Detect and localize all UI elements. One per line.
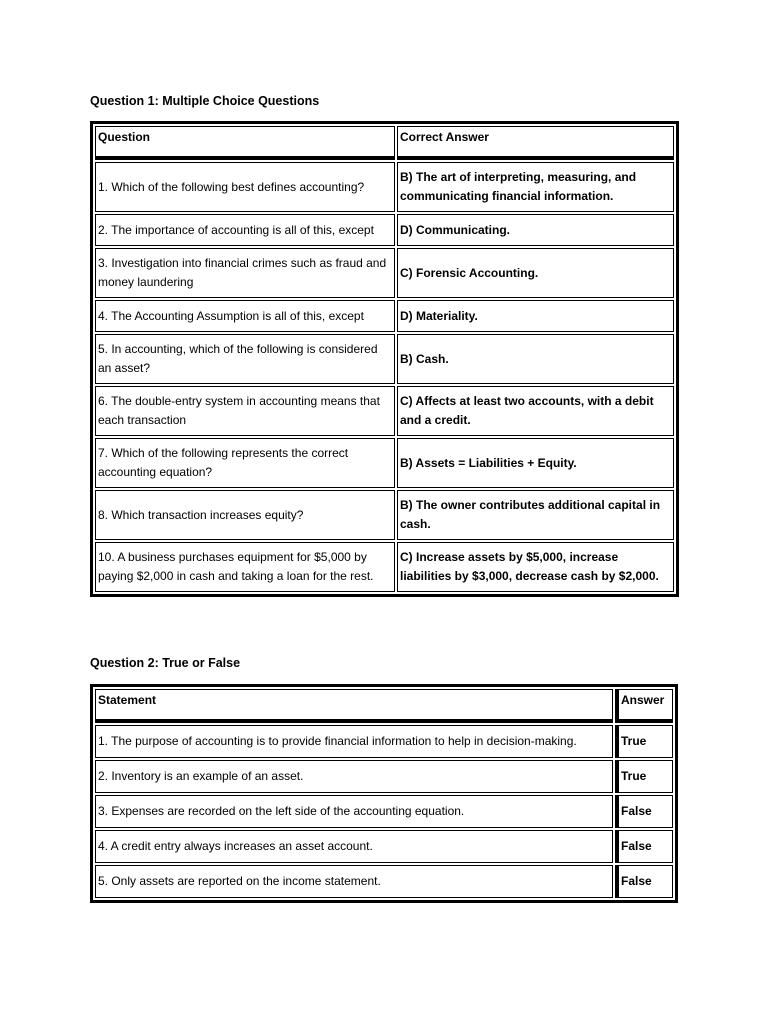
section-1-title: Question 1: Multiple Choice Questions [90, 94, 320, 108]
statement-cell: 5. Only assets are reported on the income statement. [95, 865, 613, 898]
statement-cell: 2. Inventory is an example of an asset. [95, 760, 613, 793]
answer-cell: C) Increase assets by $5,000, increase liabilities by $3,000, decrease cash by $2,000. [397, 542, 674, 592]
statement-cell: 1. The purpose of accounting is to provide financial information to help in decision-making. [95, 725, 613, 758]
table-row [95, 248, 674, 298]
table-row [95, 490, 674, 540]
table-row [95, 830, 673, 863]
table-row [95, 760, 673, 793]
section-2-title: Question 2: True or False [90, 656, 241, 670]
header-answer: Answer [615, 689, 673, 723]
answer-cell: B) The owner contributes additional capital in cash. [397, 490, 674, 540]
answer-cell: C) Forensic Accounting. [397, 248, 674, 298]
table-header-row [95, 689, 673, 723]
table-row [95, 334, 674, 384]
table-row [95, 386, 674, 436]
header-question: Question [95, 126, 395, 160]
answer-cell: D) Communicating. [397, 214, 674, 246]
answer-cell: B) Cash. [397, 334, 674, 384]
table-row [95, 162, 674, 212]
statement-cell: 3. Expenses are recorded on the left side of the accounting equation. [95, 795, 613, 828]
header-statement: Statement [95, 689, 613, 723]
question-cell: 6. The double-entry system in accounting means that each transaction [95, 386, 395, 436]
statement-cell: 4. A credit entry always increases an asset account. [95, 830, 613, 863]
question-cell: 1. Which of the following best defines accounting? [95, 162, 395, 212]
question-cell: 7. Which of the following represents the correct accounting equation? [95, 438, 395, 488]
answer-cell: B) Assets = Liabilities + Equity. [397, 438, 674, 488]
table-row [95, 542, 674, 592]
table-header-row [95, 126, 674, 160]
question-cell: 4. The Accounting Assumption is all of this, except [95, 300, 395, 332]
question-cell: 2. The importance of accounting is all of this, except [95, 214, 395, 246]
multiple-choice-table [90, 121, 679, 597]
answer-cell: False [615, 865, 673, 898]
answer-cell: False [615, 795, 673, 828]
answer-cell: C) Affects at least two accounts, with a debit and a credit. [397, 386, 674, 436]
question-cell: 3. Investigation into financial crimes such as fraud and money laundering [95, 248, 395, 298]
question-cell: 10. A business purchases equipment for $5,000 by paying $2,000 in cash and taking a loan for the rest. [95, 542, 395, 592]
table-row [95, 725, 673, 758]
question-cell: 8. Which transaction increases equity? [95, 490, 395, 540]
table-row [95, 865, 673, 898]
header-correct-answer: Correct Answer [397, 126, 674, 160]
table-row [95, 300, 674, 332]
table-row [95, 438, 674, 488]
question-cell: 5. In accounting, which of the following is considered an asset? [95, 334, 395, 384]
answer-cell: B) The art of interpreting, measuring, and communicating financial information. [397, 162, 674, 212]
table-row [95, 795, 673, 828]
true-false-table [90, 684, 678, 903]
answer-cell: False [615, 830, 673, 863]
table-row [95, 214, 674, 246]
answer-cell: True [615, 725, 673, 758]
answer-cell: D) Materiality. [397, 300, 674, 332]
answer-cell: True [615, 760, 673, 793]
